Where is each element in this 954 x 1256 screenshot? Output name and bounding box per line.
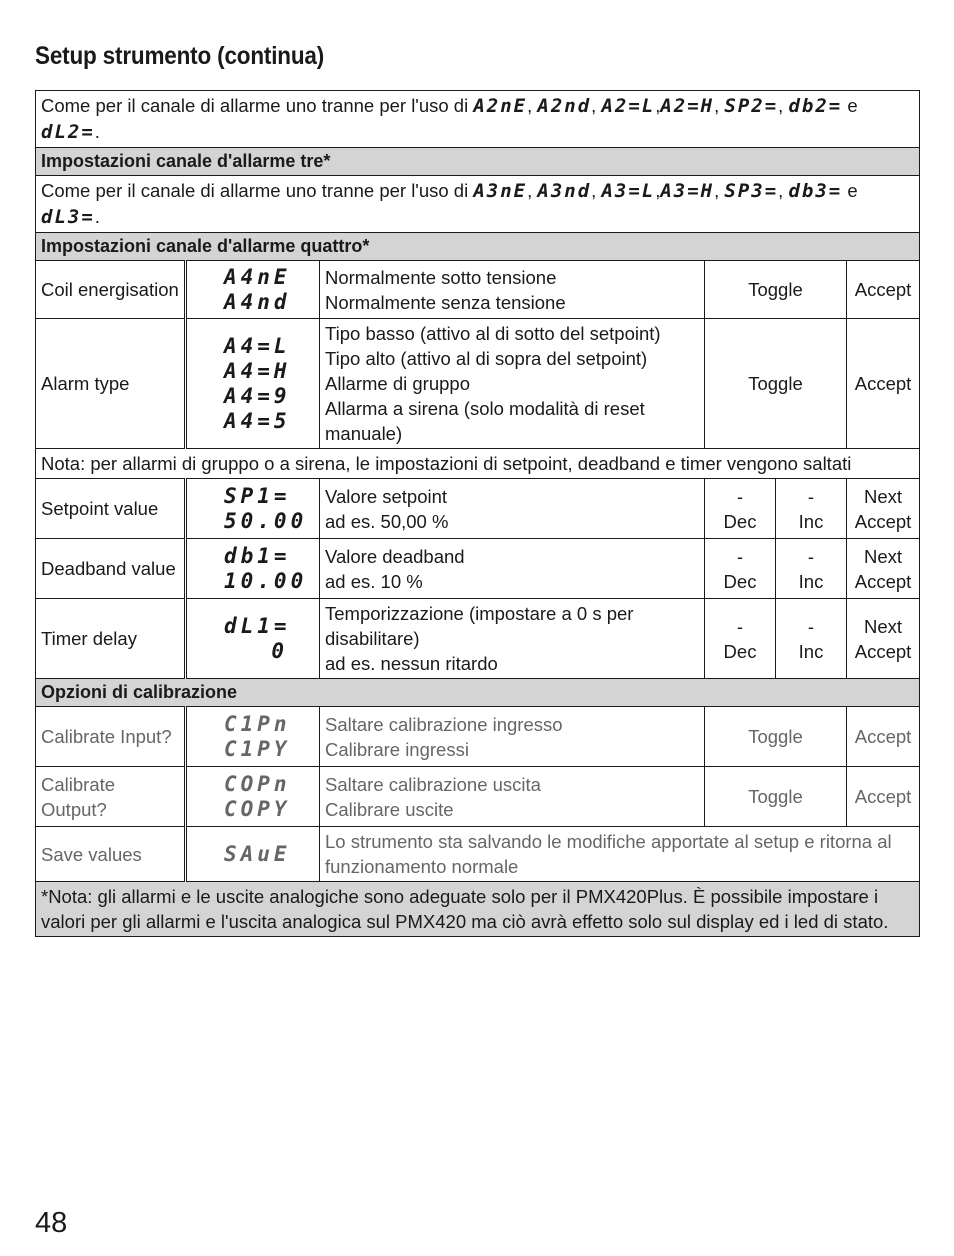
- deadband-inc-dash: -: [807, 545, 815, 567]
- cal-input-desc-2: Calibrare ingressi: [325, 738, 469, 760]
- timer-desc-2: ad es. nessun ritardo: [325, 653, 498, 674]
- alarm3-end: .: [94, 206, 100, 227]
- setpoint-code-2: 50.00: [224, 508, 308, 533]
- alarm3-code-3: A3=L: [601, 180, 656, 202]
- cal-input-toggle: Toggle: [705, 707, 847, 767]
- cal-output-desc-cell: [320, 767, 705, 827]
- timer-code-2: 0: [271, 638, 288, 663]
- setup-table: [35, 90, 920, 937]
- calib-header-row: [36, 679, 920, 707]
- alarm2-text-cell: Come per il canale di allarme uno tranne per l'uso di A2nE, A2nd, A2=L,A2=H, SP2=, db2= e dL2=.: [36, 91, 920, 148]
- timer-row: [36, 599, 920, 679]
- cal-output-code-2: COPY: [224, 796, 291, 821]
- alarm-type-desc-2: Tipo alto (attivo al di sopra del setpoint): [325, 348, 648, 369]
- footnote-text: *Nota: gli allarmi e le uscite analogiche sono adeguate solo per il PMX420Plus. È possibile impostare i valori per gli allarmi e l'uscita analogica sul PMX420 ma ciò avrà effetto solo sul display ed i led di stato.: [36, 882, 920, 937]
- timer-dec-cell: [705, 599, 776, 679]
- setpoint-row: [36, 479, 920, 539]
- save-code: SAuE: [224, 841, 291, 866]
- timer-next-cell: [847, 599, 920, 679]
- setpoint-desc-1: Valore setpoint: [325, 485, 448, 507]
- alarm-type-desc-1: Tipo basso (attivo al di sotto del setpoint): [325, 323, 661, 344]
- cal-input-code-cell: [186, 707, 320, 767]
- page-number: 48: [35, 1207, 68, 1239]
- deadband-dec-cell: [705, 539, 776, 599]
- alarm3-code-5: SP3=: [724, 180, 779, 202]
- alarm3-header-row: [36, 148, 920, 176]
- setpoint-dec-cell: [705, 479, 776, 539]
- setpoint-dec: Dec: [723, 510, 757, 532]
- setpoint-desc-cell: [320, 479, 705, 539]
- coil-row: [36, 261, 920, 319]
- coil-code-2: A4nd: [224, 289, 291, 314]
- calib-header: Opzioni di calibrazione: [36, 679, 920, 707]
- cal-output-toggle: Toggle: [705, 767, 847, 827]
- alarm2-row: [36, 91, 920, 148]
- coil-toggle: Toggle: [705, 261, 847, 319]
- alarm-type-accept: Accept: [847, 319, 920, 449]
- cal-output-row: [36, 767, 920, 827]
- setpoint-code-cell: [186, 479, 320, 539]
- coil-code-cell: [186, 261, 320, 319]
- setpoint-inc-cell: [776, 479, 847, 539]
- timer-code-1: dL1=: [224, 613, 291, 638]
- alarm-type-code-4: A4=5: [224, 408, 291, 433]
- setpoint-inc-dash: -: [807, 485, 815, 507]
- alarm2-code-last: dL2=: [41, 121, 95, 143]
- alarm2-end: .: [94, 121, 100, 142]
- deadband-code-1: db1=: [224, 543, 291, 568]
- alarm-type-code-1: A4=L: [224, 333, 291, 358]
- timer-inc-dash: -: [807, 615, 815, 637]
- alarm2-code-4: A2=H: [660, 95, 715, 117]
- save-code-cell: [186, 827, 320, 882]
- deadband-dec: Dec: [723, 570, 757, 592]
- alarm2-code-2: A2nd: [537, 95, 592, 117]
- alarm2-code-6: db2=: [788, 95, 843, 117]
- save-desc: Lo strumento sta salvando le modifiche apportate al setup e ritorna al funzionamento normale: [320, 827, 920, 882]
- setpoint-accept: Accept: [854, 510, 912, 532]
- alarm2-and: e: [847, 95, 858, 116]
- deadband-dec-dash: -: [736, 545, 744, 567]
- coil-desc-2: Normalmente senza tensione: [325, 291, 566, 313]
- alarm-type-desc-3: Allarme di gruppo: [325, 373, 470, 394]
- cal-output-desc-1: Saltare calibrazione uscita: [325, 773, 541, 795]
- cal-output-code-1: COPn: [224, 771, 291, 796]
- alarm3-and: e: [847, 180, 858, 201]
- alarm3-code-last: dL3=: [41, 206, 95, 228]
- alarm3-code-1: A3nE: [473, 180, 528, 202]
- timer-dec: Dec: [723, 640, 757, 662]
- deadband-desc-1: Valore deadband: [325, 545, 465, 567]
- save-row: [36, 827, 920, 882]
- timer-dec-dash: -: [736, 615, 744, 637]
- alarm4-header-row: [36, 233, 920, 261]
- cal-input-accept: Accept: [847, 707, 920, 767]
- alarm-type-desc-cell: [320, 319, 705, 449]
- cal-input-row: [36, 707, 920, 767]
- alarm3-row: [36, 176, 920, 233]
- alarm-type-desc-4: Allarma a sirena (solo modalità di reset manuale): [325, 398, 645, 444]
- timer-inc: Inc: [798, 640, 824, 662]
- cal-input-code-2: C1PY: [224, 736, 291, 761]
- setpoint-desc-2: ad es. 50,00 %: [325, 510, 449, 532]
- alarm-type-row: [36, 319, 920, 449]
- timer-label: Timer delay: [36, 599, 186, 679]
- coil-label: Coil energisation: [36, 261, 186, 319]
- coil-accept: Accept: [847, 261, 920, 319]
- deadband-code-cell: [186, 539, 320, 599]
- alarm3-code-4: A3=H: [660, 180, 715, 202]
- timer-desc-1: Temporizzazione (impostare a 0 s per disabilitare): [325, 603, 634, 649]
- timer-desc-cell: [320, 599, 705, 679]
- alarm2-code-3: A2=L: [601, 95, 656, 117]
- page-title: Setup strumento (continua): [35, 42, 325, 70]
- cal-input-label: Calibrate Input?: [36, 707, 186, 767]
- coil-code-1: A4nE: [224, 264, 291, 289]
- alarm-type-code-cell: [186, 319, 320, 449]
- deadband-desc-2: ad es. 10 %: [325, 570, 423, 592]
- alarm-type-code-2: A4=H: [224, 358, 291, 383]
- alarm3-code-2: A3nd: [537, 180, 592, 202]
- note-text: Nota: per allarmi di gruppo o a sirena, le impostazioni di setpoint, deadband e timer vengono saltati: [36, 449, 920, 479]
- alarm3-text: Come per il canale di allarme uno tranne per l'uso di: [41, 180, 469, 201]
- cal-input-desc-1: Saltare calibrazione ingresso: [325, 713, 563, 735]
- deadband-accept: Accept: [854, 570, 912, 592]
- deadband-desc-cell: [320, 539, 705, 599]
- alarm-type-label: Alarm type: [36, 319, 186, 449]
- cal-output-code-cell: [186, 767, 320, 827]
- coil-desc-1: Normalmente sotto tensione: [325, 266, 557, 288]
- footnote-row: [36, 882, 920, 937]
- timer-next: Next: [863, 615, 903, 637]
- timer-code-cell: [186, 599, 320, 679]
- setpoint-next: Next: [863, 485, 903, 507]
- cal-output-accept: Accept: [847, 767, 920, 827]
- coil-desc-cell: [320, 261, 705, 319]
- cal-input-code-1: C1Pn: [224, 711, 291, 736]
- setpoint-code-1: SP1=: [224, 483, 291, 508]
- alarm3-text-cell: Come per il canale di allarme uno tranne per l'uso di A3nE, A3nd, A3=L,A3=H, SP3=, db3= e dL3=.: [36, 176, 920, 233]
- timer-inc-cell: [776, 599, 847, 679]
- setpoint-label: Setpoint value: [36, 479, 186, 539]
- alarm2-code-1: A2nE: [473, 95, 528, 117]
- deadband-label: Deadband value: [36, 539, 186, 599]
- alarm2-code-5: SP2=: [724, 95, 779, 117]
- deadband-next-cell: [847, 539, 920, 599]
- cal-output-label: Calibrate Output?: [36, 767, 186, 827]
- deadband-inc: Inc: [798, 570, 824, 592]
- setpoint-dec-dash: -: [736, 485, 744, 507]
- save-label: Save values: [36, 827, 186, 882]
- alarm3-header: Impostazioni canale d'allarme tre*: [36, 148, 920, 176]
- cal-input-desc-cell: [320, 707, 705, 767]
- deadband-row: [36, 539, 920, 599]
- deadband-code-2: 10.00: [224, 568, 308, 593]
- alarm4-header: Impostazioni canale d'allarme quattro*: [36, 233, 920, 261]
- setpoint-next-cell: [847, 479, 920, 539]
- timer-accept: Accept: [854, 640, 912, 662]
- setpoint-inc: Inc: [798, 510, 824, 532]
- note-row: [36, 449, 920, 479]
- deadband-next: Next: [863, 545, 903, 567]
- alarm3-code-6: db3=: [788, 180, 843, 202]
- alarm-type-toggle: Toggle: [705, 319, 847, 449]
- alarm2-text: Come per il canale di allarme uno tranne per l'uso di: [41, 95, 469, 116]
- cal-output-desc-2: Calibrare uscite: [325, 798, 454, 820]
- alarm-type-code-3: A4=9: [224, 383, 291, 408]
- deadband-inc-cell: [776, 539, 847, 599]
